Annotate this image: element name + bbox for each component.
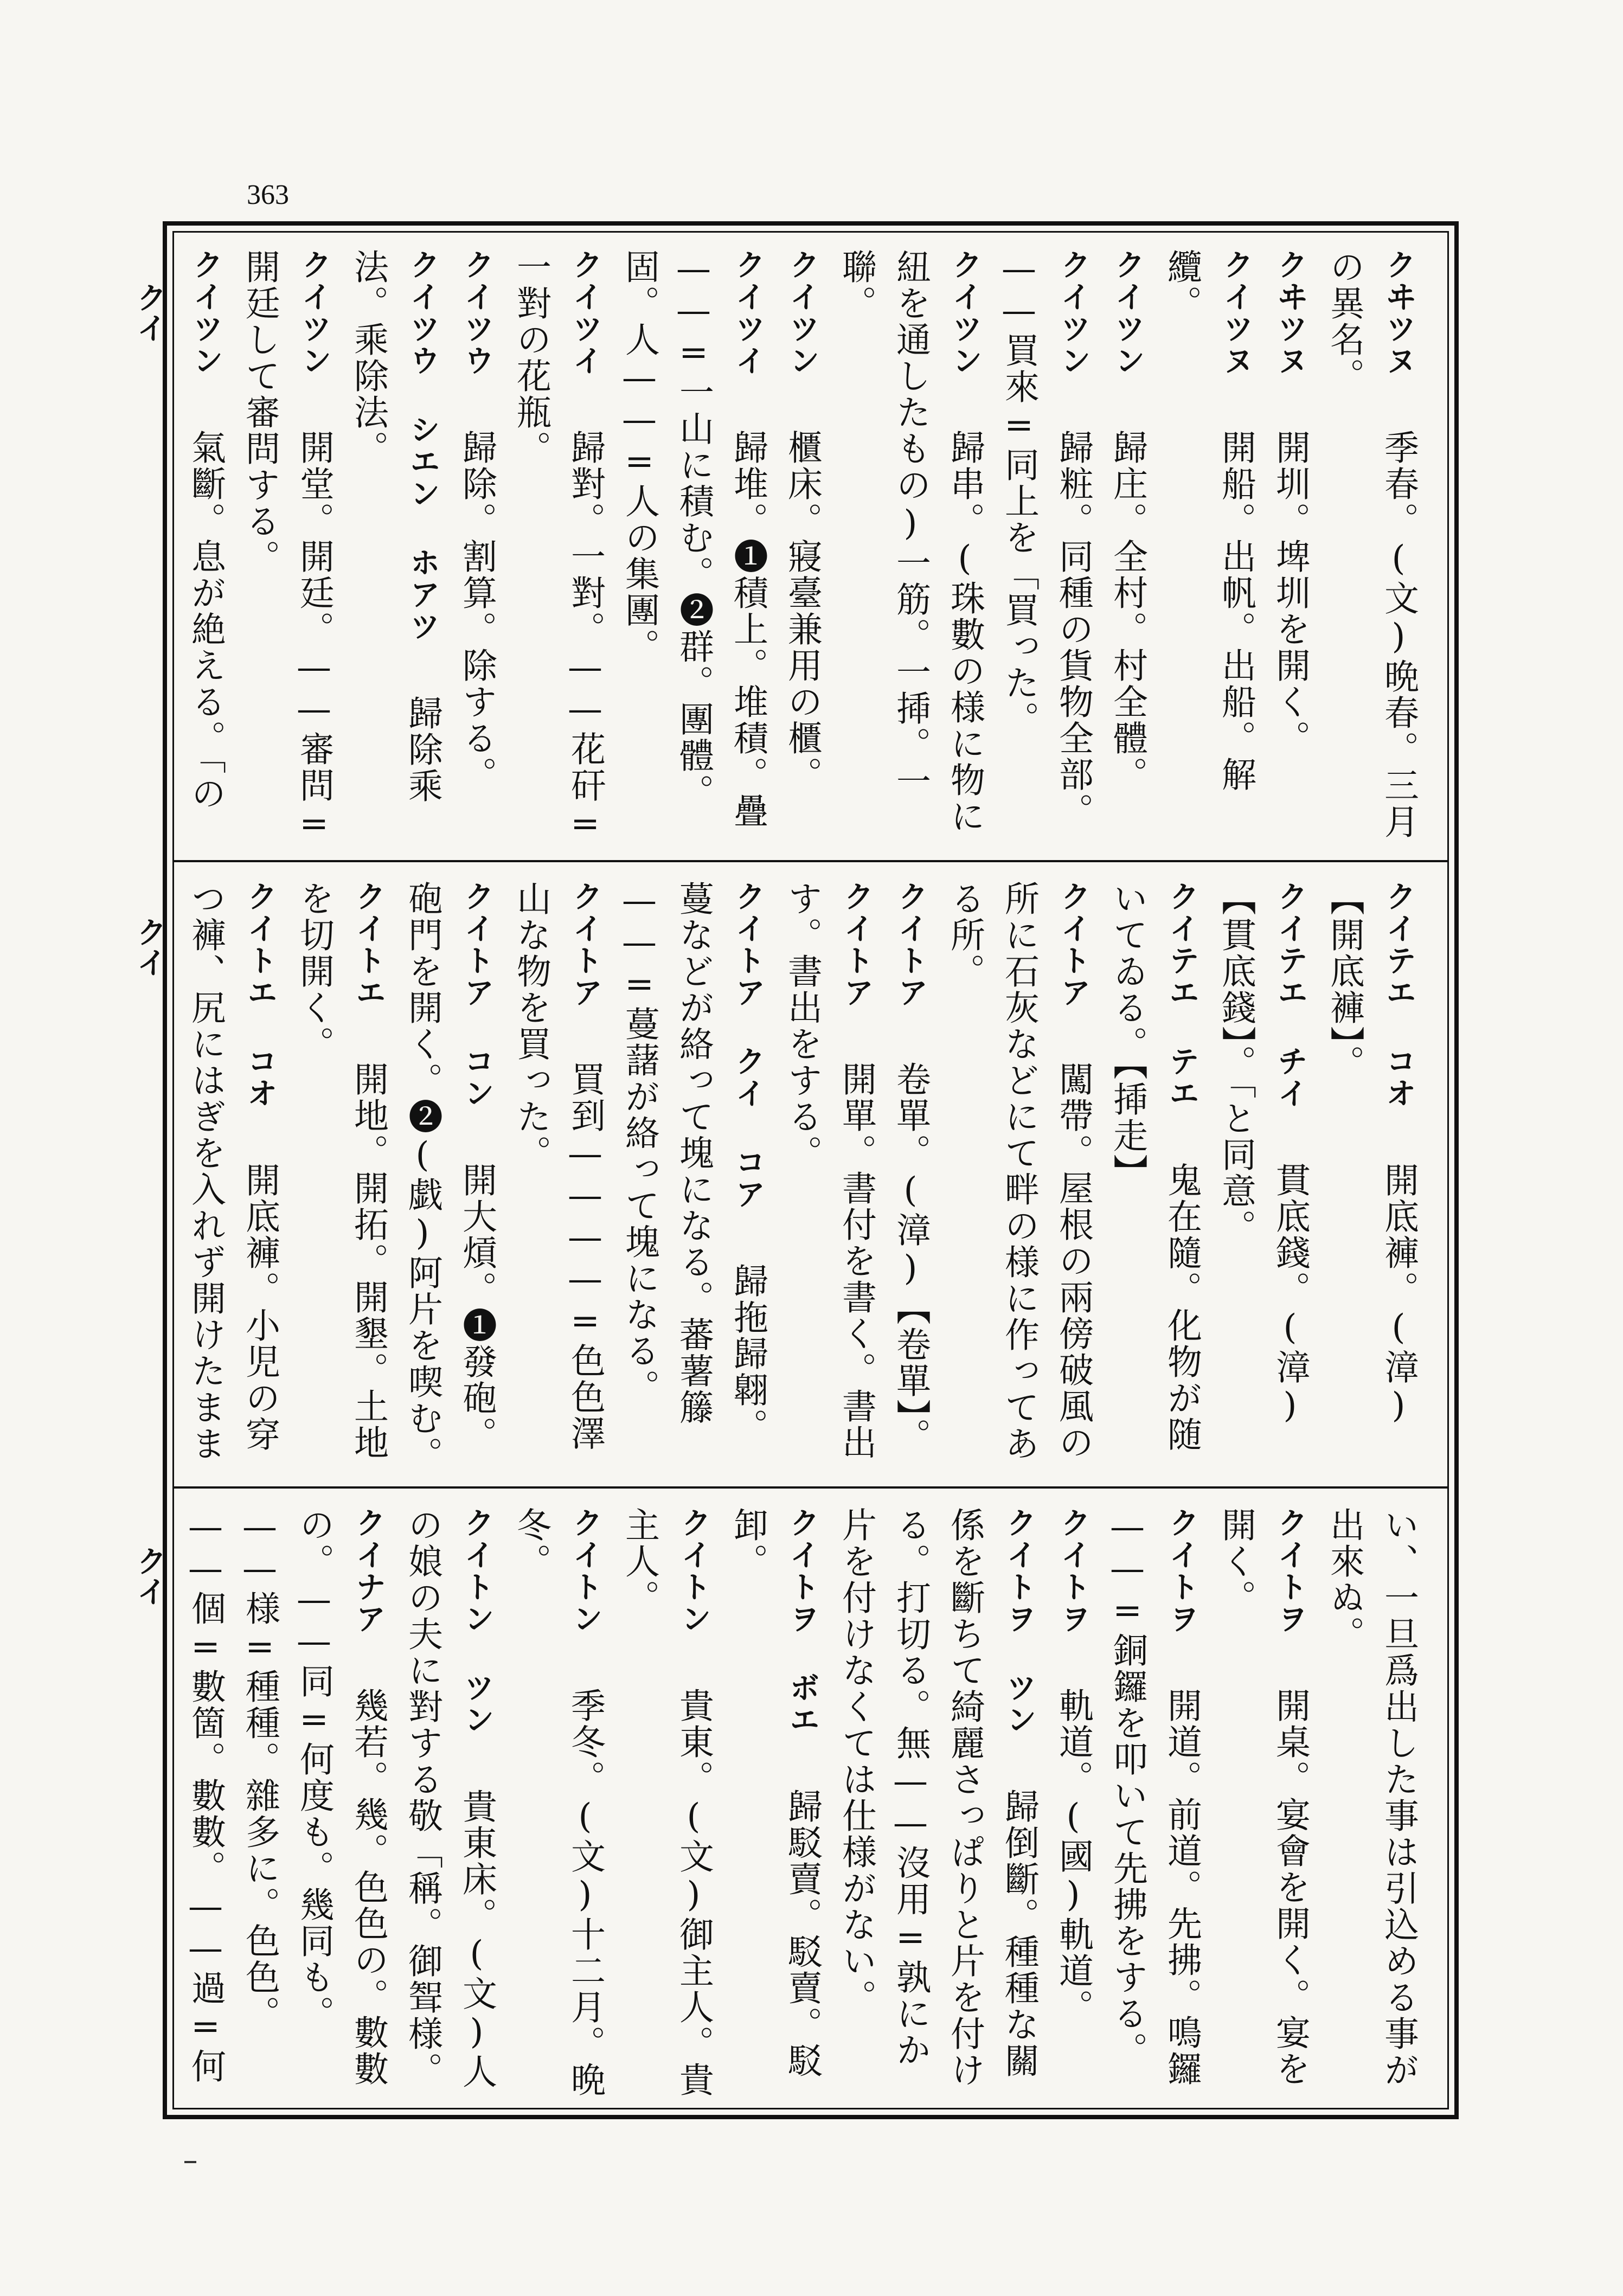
entry-definition: 開船。出帆。出船。解纜。	[1162, 249, 1256, 793]
entry-reading: クイテエ テエ	[1164, 881, 1199, 1109]
entry-reading: クイトン	[676, 1507, 711, 1635]
entry-definition: い、一旦爲出した事は引込める事が出來ぬ。	[1324, 1507, 1419, 2088]
entry-definition: 歸拖歸翺。蔓などが絡って塊になる。蕃薯籐——=蔓藷が絡って塊になる。	[619, 881, 768, 1445]
entry-reading: クイテエ チイ	[1273, 881, 1308, 1109]
entry-definition: 開桌。宴會を開く。宴を開く。	[1216, 1507, 1310, 2087]
entry-reading: クイツン	[1056, 249, 1091, 377]
entry-definition: 櫃床。寢臺兼用の櫃。	[782, 429, 822, 793]
tier-bottom	[174, 1491, 1447, 2114]
entry-reading: クイトア	[1056, 881, 1091, 1009]
dictionary-entry	[395, 1507, 504, 2103]
entry-reading: クイトア クイ コア	[730, 881, 766, 1210]
entry-definition: 季冬。(文)十二月。晩冬。	[511, 1507, 605, 2098]
entry-reading: クイトヲ	[1056, 1507, 1091, 1635]
entry-definition: 卷單。(漳)【卷單】。	[890, 1061, 931, 1454]
entry-reading: クイテエ コオ	[1381, 881, 1416, 1109]
entry-reading: クイトン ツン	[459, 1507, 495, 1736]
dictionary-entry	[174, 881, 287, 1474]
dictionary-entry	[174, 1507, 395, 2103]
page-number: 363	[247, 179, 289, 210]
inner-border	[172, 231, 1449, 2109]
entry-definition: 開單。書付を書く。書出す。書出をする。	[782, 881, 876, 1461]
entry-columns	[185, 1507, 1426, 2103]
dictionary-entry	[1100, 881, 1209, 1474]
entry-definition: 開大熕。❶發砲。砲門を開く。❷(戯)阿片を喫む。	[402, 881, 497, 1473]
dictionary-entry	[883, 881, 938, 1474]
dictionary-entry	[829, 1507, 1046, 2103]
entry-definition: 開道。前道。先拂。鳴鑼——=銅鑼を叩いて先拂をする。	[1107, 1507, 1202, 2087]
entry-reading: クイトア	[839, 881, 874, 1009]
entry-reading: クイトア	[893, 881, 928, 1009]
entry-reading: クイトヲ ツン	[1002, 1507, 1037, 1736]
dictionary-entry	[775, 881, 883, 1474]
dictionary-entry	[174, 249, 233, 848]
entry-definition: 貴東。(文)御主人。貴主人。	[619, 1507, 714, 2098]
entry-definition: 開堂。開廷。——審問=開廷して審問する。	[240, 249, 334, 845]
dictionary-entry	[450, 249, 504, 848]
entry-reading: クイツン	[947, 249, 983, 377]
dictionary-frame	[163, 221, 1459, 2119]
tier-middle	[174, 864, 1447, 1485]
dictionary-entry	[1209, 881, 1317, 1474]
entry-definition: 歸倒斷。種種な關係を斷ちて綺麗さっぱりと片を付ける。打切る。無——沒用=孰にか片を付けなくては仕様がない。	[836, 1507, 1039, 2088]
dictionary-entry	[1154, 249, 1263, 848]
entry-definition: 幾若。幾。色色の。數數の。——同=何度も。幾同も。——様=種種。雜多に。色色。——個=數箇。數數。——過=何	[185, 1507, 388, 2087]
entry-reading: クイトエ	[351, 881, 386, 1009]
entry-reading: クイトン	[568, 1507, 603, 1635]
entry-definition: 氣斷。息が絶える。「の	[185, 429, 226, 812]
entry-definition: 歸庄。全村。村全體。	[1107, 429, 1147, 793]
entry-definition: 季春。(文)晩春。三月の異名。	[1324, 249, 1419, 840]
dictionary-entry	[504, 881, 612, 1474]
entry-reading: クイツイ	[568, 249, 603, 377]
entry-reading: クイトヲ ボエ	[785, 1507, 820, 1736]
dictionary-entry	[1317, 1507, 1426, 2103]
dictionary-entry	[612, 249, 775, 848]
entry-definition: 開底褲。(漳)【開底褲】。	[1324, 881, 1419, 1427]
dictionary-entry	[504, 1507, 612, 2103]
dictionary-entry	[1046, 1507, 1100, 2103]
entry-columns	[185, 249, 1426, 848]
dictionary-entry	[612, 1507, 721, 2103]
dictionary-entry	[938, 881, 1100, 1474]
dictionary-entry	[775, 249, 829, 848]
entry-columns	[185, 881, 1426, 1474]
tier-divider	[174, 1486, 1447, 1489]
entry-definition: 歸堆。❶積上。堆積。疊——=一山に積む。❷群。團體。固。人——=人の集團。	[619, 249, 768, 829]
margin-label-kana: クイ	[132, 1545, 167, 1606]
entry-definition: 歸除。割算。除する。	[457, 429, 497, 793]
entry-definition: 軌道。(國)軌道。	[1053, 1688, 1093, 2025]
dictionary-entry	[504, 249, 612, 848]
entry-reading: クヰツヌ	[1273, 249, 1308, 377]
entry-reading: クイツヌ	[1218, 249, 1254, 377]
dictionary-entry	[829, 249, 992, 848]
entry-reading: クイツウ	[459, 249, 495, 377]
dictionary-entry	[612, 881, 775, 1474]
entry-definition: 歸除乘法。乘除法。	[348, 249, 442, 804]
dictionary-entry	[1317, 249, 1426, 848]
dictionary-entry	[1317, 881, 1426, 1474]
margin-label-kana: クイ	[132, 916, 167, 977]
entry-definition: 貴東床。(文)人の娘の夫に對する敬「稱。御聟様。	[402, 1507, 497, 2090]
entry-definition: 開底褲。小児の穿つ褲、尻にはぎを入れず開けたまま	[185, 881, 280, 1462]
entry-definition: 歸駁賣。駁賣。駁卸。	[728, 1507, 822, 2079]
dictionary-entry	[1263, 249, 1317, 848]
entry-reading: クイトア	[568, 881, 603, 1009]
entry-reading: クヰツヌ	[1381, 249, 1416, 377]
tier-divider	[174, 860, 1447, 862]
entry-reading: クイツン	[297, 249, 332, 377]
dictionary-entry	[992, 249, 1100, 848]
entry-reading: クイナア	[351, 1507, 386, 1635]
entry-definition: 鬼在隨。化物が随いてゐる。【揷走】	[1107, 881, 1202, 1453]
entry-reading: クイツン	[188, 249, 223, 377]
entry-reading: クイトエ コオ	[242, 881, 278, 1109]
entry-definition: 闖帶。屋根の兩傍破風の所に石灰などにて畔の様に作ってある所。	[945, 881, 1093, 1462]
entry-definition: 開地。開拓。開墾。土地を切開く。	[294, 881, 388, 1461]
entry-reading: クイトヲ	[1273, 1507, 1308, 1635]
tier-top	[174, 233, 1447, 859]
dictionary-entry	[341, 249, 450, 848]
dictionary-entry	[1209, 1507, 1317, 2103]
print-speck	[184, 2161, 196, 2163]
dictionary-entry	[395, 881, 504, 1474]
entry-definition: 買到————=色色澤山な物を買った。	[511, 881, 605, 1452]
entry-reading: クイツン	[1110, 249, 1145, 377]
dictionary-entry	[721, 1507, 829, 2103]
dictionary-entry	[1100, 249, 1154, 848]
entry-reading: クイツウ シエン ホアツ	[405, 249, 440, 643]
entry-definition: 貫底錢。(漳)【貫底錢】。「と同意。	[1216, 881, 1310, 1427]
dictionary-entry	[233, 249, 341, 848]
entry-reading: クイトヲ	[1164, 1507, 1199, 1635]
entry-reading: クイトア コン	[459, 881, 495, 1109]
dictionary-entry	[287, 881, 395, 1474]
entry-reading: クイツイ	[730, 249, 766, 377]
margin-label-kana: クイ	[132, 282, 167, 343]
dictionary-entry	[1100, 1507, 1209, 2103]
entry-definition: 歸粧。同種の貨物全部。——買來=同上を「買った。	[999, 249, 1093, 829]
entry-definition: 歸串。(珠數の様に物に紐を通したもの)一筋。一揷。一聯。	[836, 249, 985, 835]
entry-definition: 開圳。埤圳を開く。	[1270, 429, 1310, 756]
entry-definition: 歸對。一對。——花矸=一對の花瓶。	[511, 249, 605, 845]
entry-reading: クイツン	[785, 249, 820, 377]
